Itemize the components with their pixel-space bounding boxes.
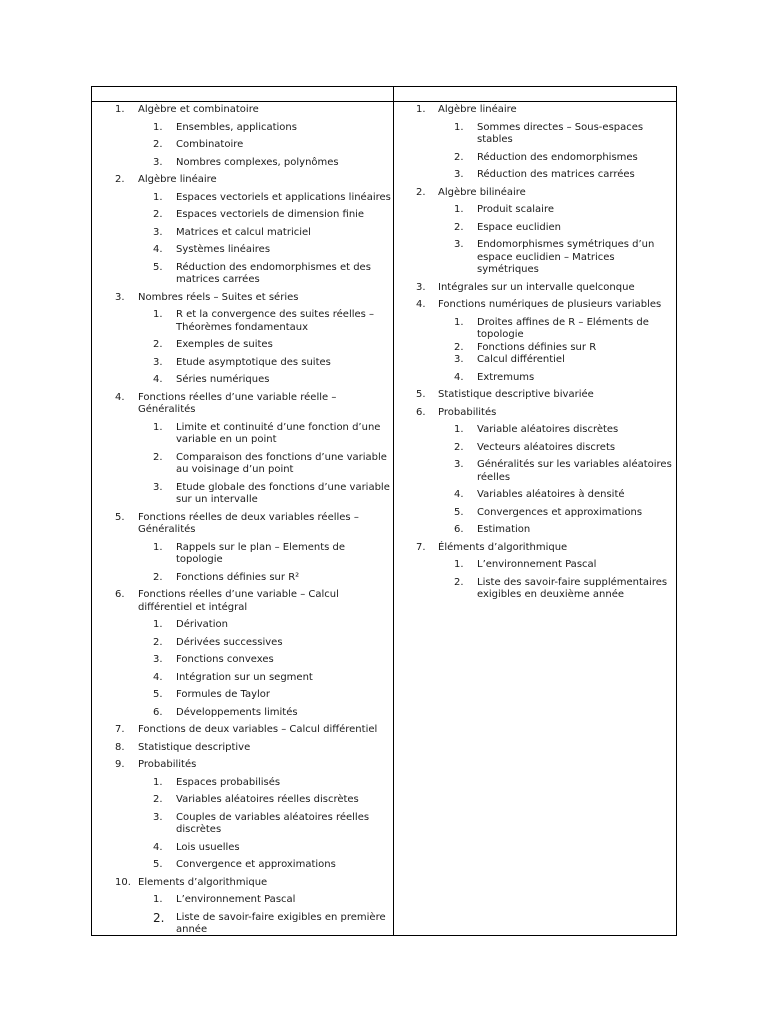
item-title: Dérivation	[176, 619, 228, 630]
item-number: 2.	[454, 151, 464, 163]
item-title: Systèmes linéaires	[176, 244, 271, 255]
item-title: Réduction des matrices carrées	[477, 169, 635, 180]
subsection-item	[394, 204, 677, 217]
item-title: Droites affines de R – Eléments de topologie	[477, 316, 649, 340]
item-number: 4.	[454, 371, 464, 383]
item-title: Espace euclidien	[477, 221, 561, 233]
item-title: Endomorphismes symétriques d’un espace euclidien – Matrices symétriques	[477, 239, 655, 275]
subsection-item	[92, 689, 392, 702]
subsection-item	[92, 374, 392, 387]
subsection-item	[92, 244, 392, 257]
subsection-item	[92, 777, 392, 790]
item-number: 1.	[153, 619, 163, 630]
subsection-item	[92, 422, 392, 447]
item-title: Fonctions réelles d’une variable – Calcul différentiel et intégral	[138, 589, 339, 613]
item-number: 4.	[416, 299, 426, 310]
item-title: Sommes directes – Sous-espaces stables	[477, 121, 644, 145]
item-title: Fonctions de deux variables – Calcul différentiel	[138, 724, 378, 735]
item-number: 6.	[153, 706, 163, 718]
subsection-item	[92, 894, 392, 907]
subsection-item	[394, 507, 677, 520]
subsection-item	[92, 794, 392, 807]
item-number: 2.	[153, 451, 163, 463]
item-title: Réduction des endomorphismes et des matrices carrées	[176, 261, 371, 285]
subsection-item	[394, 169, 677, 182]
item-number: 4.	[153, 244, 163, 255]
subsection-item	[394, 524, 677, 537]
item-number: 3.	[153, 481, 163, 493]
item-number: 1.	[416, 104, 426, 115]
item-number: 3.	[454, 239, 464, 250]
item-number: 5.	[153, 859, 163, 870]
item-number: 3.	[454, 354, 464, 365]
item-title: Algèbre linéaire	[438, 104, 517, 115]
subsection-item	[92, 262, 392, 287]
chapter-item	[394, 389, 677, 402]
item-number: 6.	[454, 524, 464, 535]
chapter-item	[394, 542, 677, 555]
item-number: 1.	[153, 894, 163, 905]
item-title: Fonctions convexes	[176, 654, 274, 665]
item-title: Dérivées successives	[176, 636, 283, 648]
item-title: Etude asymptotique des suites	[176, 356, 331, 368]
item-number: 1.	[153, 421, 163, 433]
item-title: Formules de Taylor	[176, 689, 271, 700]
subsection-item	[92, 859, 392, 872]
subsection-item	[92, 339, 392, 352]
item-title: Fonctions définies sur R	[477, 341, 597, 353]
chapter-item	[92, 174, 392, 187]
item-number: 3.	[454, 459, 464, 470]
item-number: 2.	[153, 339, 163, 350]
chapter-item	[92, 392, 392, 417]
item-title: Algèbre bilinéaire	[438, 186, 526, 198]
item-title: Développements limités	[176, 706, 298, 718]
subsection-item	[394, 222, 677, 235]
subsection-item	[92, 654, 392, 667]
item-title: Convergence et approximations	[176, 859, 336, 870]
item-title: Exemples de suites	[176, 339, 273, 350]
item-number: 4.	[153, 374, 163, 385]
subsection-item	[394, 342, 677, 355]
item-number: 4.	[115, 391, 125, 403]
item-number: 1.	[454, 424, 464, 435]
chapter-item	[92, 292, 392, 305]
item-number: 2.	[153, 139, 163, 150]
chapter-item	[92, 724, 392, 737]
item-number: 1.	[153, 121, 163, 133]
subsection-item	[92, 309, 392, 334]
item-title: Généralités sur les variables aléatoires réelles	[477, 459, 672, 483]
item-number: 10.	[115, 876, 131, 888]
subsection-item	[394, 317, 677, 342]
item-number: 9.	[115, 759, 125, 770]
item-number: 2.	[153, 794, 163, 805]
item-number: 6.	[416, 406, 426, 418]
item-number: 7.	[416, 541, 426, 553]
item-title: R et la convergence des suites réelles – Théorèmes fondamentaux	[176, 309, 375, 333]
chapter-item	[92, 759, 392, 772]
chapter-item	[92, 877, 392, 890]
item-title: Éléments d’algorithmique	[438, 541, 568, 553]
second-year-column	[394, 104, 677, 602]
item-number: 2.	[153, 636, 163, 648]
item-number: 2.	[153, 910, 165, 925]
subsection-item	[394, 459, 677, 484]
item-number: 3.	[153, 356, 163, 368]
subsection-item	[92, 672, 392, 685]
subsection-item	[394, 559, 677, 572]
item-number: 5.	[153, 261, 163, 273]
item-title: Séries numériques	[176, 374, 270, 385]
table-header-row	[92, 87, 676, 102]
item-title: Lois usuelles	[176, 841, 240, 853]
item-title: Algèbre linéaire	[138, 174, 217, 185]
item-number: 2.	[454, 341, 464, 353]
subsection-item	[92, 842, 392, 855]
subsection-item	[394, 152, 677, 165]
item-title: Variable aléatoires discrètes	[477, 424, 619, 435]
item-title: Statistique descriptive	[138, 741, 251, 753]
item-title: Fonctions réelles de deux variables réelles – Généralités	[138, 511, 359, 535]
chapter-item	[394, 299, 677, 312]
item-number: 4.	[454, 489, 464, 500]
item-title: Calcul différentiel	[477, 354, 565, 365]
item-title: Estimation	[477, 524, 531, 535]
subsection-item	[92, 139, 392, 152]
item-title: Matrices et calcul matriciel	[176, 226, 311, 238]
chapter-item	[92, 589, 392, 614]
item-title: Etude globale des fonctions d’une variable sur un intervalle	[176, 481, 390, 505]
item-title: Intégrales sur un intervalle quelconque	[438, 281, 635, 293]
subsection-item	[92, 812, 392, 837]
subsection-item	[92, 619, 392, 632]
item-title: Ensembles, applications	[176, 121, 297, 133]
item-number: 3.	[454, 169, 464, 180]
item-number: 3.	[153, 654, 163, 665]
item-title: Vecteurs aléatoires discrets	[477, 441, 616, 453]
subsection-item	[92, 912, 392, 937]
item-number: 3.	[416, 281, 426, 293]
subsection-item	[92, 637, 392, 650]
item-title: Espaces vectoriels de dimension finie	[176, 209, 365, 220]
item-title: Espaces probabilisés	[176, 776, 281, 788]
item-title: Limite et continuité d’une fonction d’une variable en un point	[176, 421, 381, 445]
item-number: 3.	[153, 811, 163, 823]
item-number: 6.	[115, 589, 125, 600]
item-number: 1.	[153, 541, 163, 553]
item-number: 3.	[115, 291, 125, 303]
subsection-item	[394, 372, 677, 385]
subsection-item	[92, 482, 392, 507]
item-number: 2.	[153, 209, 163, 220]
item-title: Variables aléatoires à densité	[477, 489, 625, 500]
subsection-item	[92, 209, 392, 222]
item-number: 1.	[153, 191, 163, 203]
item-title: Fonctions numériques de plusieurs variables	[438, 299, 662, 310]
item-title: Réduction des endomorphismes	[477, 151, 638, 163]
item-title: Fonctions réelles d’une variable réelle – Généralités	[138, 391, 337, 415]
subsection-item	[394, 442, 677, 455]
item-title: Liste de savoir-faire exigibles en première année	[176, 911, 386, 935]
item-number: 4.	[153, 671, 163, 683]
item-title: Liste des savoir-faire supplémentaires exigibles en deuxième année	[477, 576, 668, 600]
item-number: 1.	[454, 559, 464, 570]
item-number: 2.	[454, 221, 464, 233]
item-number: 1.	[153, 309, 163, 320]
item-number: 8.	[115, 741, 125, 753]
subsection-item	[92, 542, 392, 567]
item-number: 2.	[416, 186, 426, 198]
subsection-item	[92, 157, 392, 170]
subsection-item	[394, 424, 677, 437]
item-number: 1.	[454, 316, 464, 328]
item-title: Variables aléatoires réelles discrètes	[176, 794, 359, 805]
item-number: 1.	[115, 104, 125, 115]
item-title: Comparaison des fonctions d’une variable au voisinage d’un point	[176, 451, 387, 475]
item-title: Elements d’algorithmique	[138, 876, 268, 888]
item-title: Produit scalaire	[477, 204, 554, 215]
item-number: 2.	[454, 576, 464, 588]
chapter-item	[394, 104, 677, 117]
item-number: 3.	[153, 156, 163, 168]
item-number: 1.	[454, 204, 464, 215]
item-title: L’environnement Pascal	[477, 559, 597, 570]
item-title: Extremums	[477, 371, 535, 383]
item-number: 5.	[153, 689, 163, 700]
subsection-item	[92, 122, 392, 135]
item-title: Probabilités	[438, 406, 497, 418]
item-title: Intégration sur un segment	[176, 671, 313, 683]
item-number: 4.	[153, 841, 163, 853]
item-number: 5.	[115, 511, 125, 523]
item-title: Nombres réels – Suites et séries	[138, 291, 299, 303]
chapter-item	[92, 104, 392, 117]
chapter-item	[92, 512, 392, 537]
chapter-item	[394, 187, 677, 200]
item-number: 1.	[454, 121, 464, 133]
item-title: Convergences et approximations	[477, 506, 643, 518]
item-title: Fonctions définies sur R²	[176, 571, 300, 583]
item-number: 1.	[153, 776, 163, 788]
item-title: Algèbre et combinatoire	[138, 104, 259, 115]
subsection-item	[92, 357, 392, 370]
subsection-item	[394, 489, 677, 502]
item-title: Combinatoire	[176, 139, 244, 150]
subsection-item	[394, 122, 677, 147]
subsection-item	[394, 354, 677, 367]
item-title: Nombres complexes, polynômes	[176, 156, 339, 168]
subsection-item	[92, 192, 392, 205]
item-number: 7.	[115, 724, 125, 735]
item-number: 5.	[416, 389, 426, 400]
chapter-item	[394, 282, 677, 295]
item-title: L’environnement Pascal	[176, 894, 296, 905]
subsection-item	[92, 227, 392, 240]
item-number: 3.	[153, 226, 163, 238]
chapter-item	[92, 742, 392, 755]
subsection-item	[92, 572, 392, 585]
item-title: Probabilités	[138, 759, 197, 770]
item-number: 2.	[115, 174, 125, 185]
subsection-item	[92, 707, 392, 720]
subsection-item	[394, 577, 677, 602]
item-title: Couples de variables aléatoires réelles discrètes	[176, 811, 370, 835]
item-number: 5.	[454, 506, 464, 518]
item-number: 2.	[153, 571, 163, 583]
item-title: Rappels sur le plan – Elements de topologie	[176, 541, 346, 565]
first-year-column	[92, 104, 392, 937]
item-title: Espaces vectoriels et applications linéaires	[176, 191, 391, 203]
item-number: 2.	[454, 441, 464, 453]
chapter-item	[394, 407, 677, 420]
subsection-item	[92, 452, 392, 477]
item-title: Statistique descriptive bivariée	[438, 389, 594, 400]
syllabus-table	[91, 86, 677, 936]
subsection-item	[394, 239, 677, 277]
